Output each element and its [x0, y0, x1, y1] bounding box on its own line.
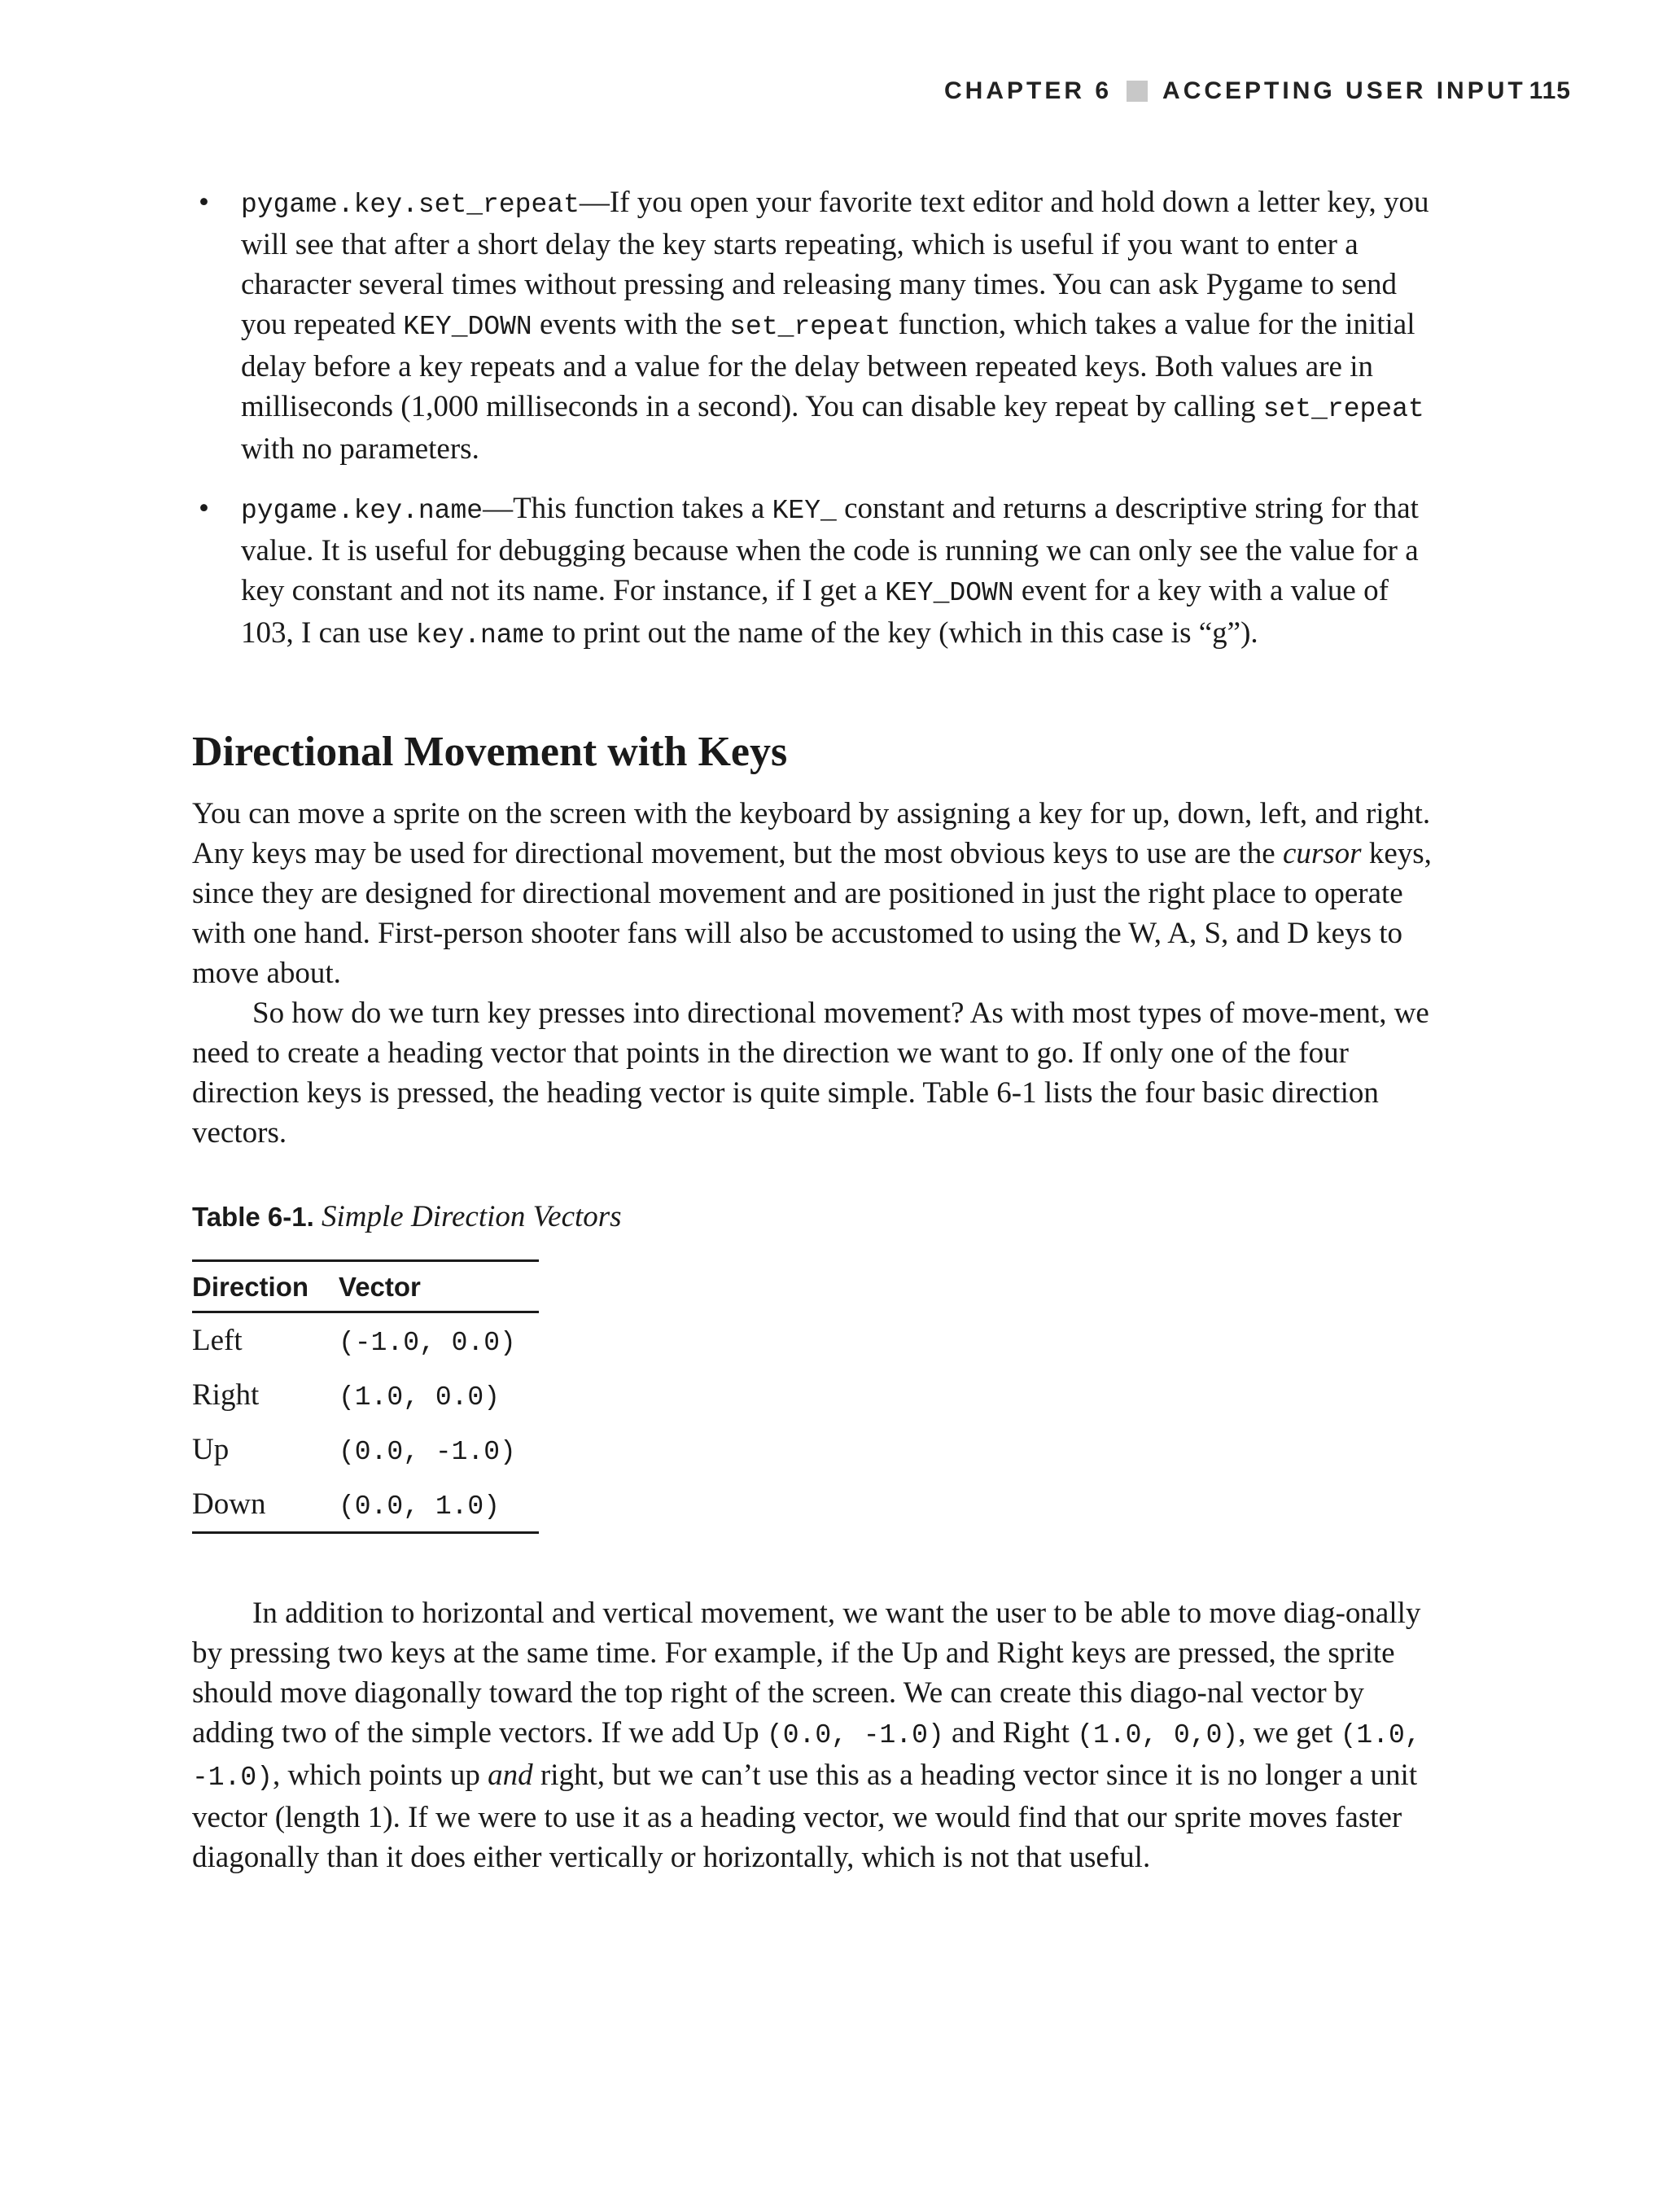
text-run: to print out the name of the key (which in this case is “g”). [545, 616, 1258, 650]
vector-value: (-1.0, 0.0) [339, 1328, 516, 1358]
table-row [192, 1368, 539, 1422]
direction-cell: Left [192, 1324, 243, 1357]
emphasis: and [488, 1759, 533, 1792]
table-caption [192, 1197, 622, 1237]
text-run: —This function takes a [483, 492, 772, 525]
vector-value: (1.0, 0.0) [339, 1382, 501, 1413]
vector-value: (0.0, 1.0) [339, 1491, 501, 1522]
text-run: event for a key with a value of 103, I can use [241, 574, 1389, 650]
chapter-title: ACCEPTING USER INPUT [1162, 77, 1526, 104]
vector-cell [339, 1312, 539, 1369]
text-run: function, which takes a value for the initial delay before a key repeats and a value for the delay between repeated keys. Both values are in milliseconds (1,000 milliseconds in a second). You can disable key repeat by calling [241, 308, 1415, 423]
inline-code: key.name [415, 620, 545, 650]
body-paragraph [192, 794, 1444, 993]
inline-code: KEY_DOWN [403, 312, 532, 342]
page-number: 115 [1529, 77, 1571, 104]
vector-cell [339, 1477, 539, 1533]
chapter-label: CHAPTER 6 [944, 77, 1113, 104]
direction-cell: Up [192, 1433, 230, 1466]
table-row [192, 1312, 539, 1369]
direction-cell: Right [192, 1378, 260, 1412]
list-item [199, 182, 1444, 469]
square-separator-icon [1127, 81, 1148, 102]
text-run: constant and returns a descriptive string for that value. It is useful for debugging because when the code is running we can only see the value for a key constant and not its name. For instance, if I get a [241, 492, 1419, 607]
inline-code: KEY_ [772, 496, 837, 526]
column-header: Direction [192, 1261, 339, 1312]
vector-value: (0.0, -1.0) [339, 1437, 516, 1467]
emphasis: cursor [1282, 837, 1362, 870]
text-run: You can move a sprite on the screen with the keyboard by assigning a key for up, down, left, and right. Any keys may be used for directional movement, but the most obvious keys to use are the [192, 797, 1431, 870]
vector-cell [339, 1422, 539, 1477]
text-run: events with the [532, 308, 730, 341]
inline-code: pygame.key.set_repeat [241, 190, 580, 220]
table-row [192, 1422, 539, 1477]
text-run: —If you open your favorite text editor and hold down a letter key, you will see that after a short delay the key starts repeating, which is useful if you want to enter a character several times without pressing and releasing many times. You can ask Pygame to send you repeated [241, 186, 1429, 341]
text-run: , we get [1238, 1716, 1341, 1750]
bullet-list [199, 182, 1444, 675]
text-run: right, but we can’t use this as a heading vector since it is no longer a unit vector (length 1). If we were to use it as a heading vector, we would find that our sprite moves faster diagonally than it does either vertically or horizontally, which is not that useful. [192, 1759, 1418, 1874]
text-run: In addition to horizontal and vertical movement, we want the user to be able to move diag-onally by pressing two keys at the same time. For example, if the Up and Right keys are pressed, the sprite should move diagonally toward the top right of the screen. We can create this diago-nal vector by adding two of the simple vectors. If we add Up [192, 1597, 1421, 1750]
table-header-row [192, 1261, 539, 1312]
text-run: , which points up [273, 1759, 488, 1792]
inline-code: set_repeat [729, 312, 891, 342]
section-heading: Directional Movement with Keys [192, 729, 788, 775]
direction-cell: Down [192, 1477, 339, 1533]
inline-code: (1.0, -1.0) [192, 1720, 1421, 1793]
inline-code: KEY_DOWN [885, 578, 1014, 608]
table-title: Simple Direction Vectors [322, 1200, 622, 1233]
running-header [944, 75, 1571, 107]
bullet-icon: • [199, 186, 209, 219]
text-run: with no parameters. [241, 432, 479, 466]
body-paragraph: So how do we turn key presses into directional movement? As with most types of move-ment, we need to create a heading vector that points in the direction we want to go. If only one of the four direction keys is pressed, the heading vector is quite simple. Table 6-1 lists the four basic direction vectors. [192, 996, 1429, 1150]
inline-code: (1.0, 0,0) [1077, 1720, 1239, 1750]
text-run: and Right [943, 1716, 1078, 1750]
list-item [199, 488, 1444, 655]
vector-cell [339, 1368, 539, 1422]
table-row [192, 1477, 539, 1533]
table-label: Table 6-1. [192, 1202, 314, 1232]
body-paragraph [192, 1593, 1444, 1877]
inline-code: set_repeat [1262, 394, 1424, 424]
bullet-icon: • [199, 492, 209, 525]
column-header: Vector [339, 1261, 539, 1312]
inline-code: (0.0, -1.0) [766, 1720, 944, 1750]
inline-code: pygame.key.name [241, 496, 483, 526]
direction-vectors-table [192, 1259, 539, 1534]
text-run: keys, since they are designed for directional movement and are positioned in just the right place to operate with one hand. First-person shooter fans will also be accustomed to using the W, A, S, and D keys to move about. [192, 837, 1432, 990]
